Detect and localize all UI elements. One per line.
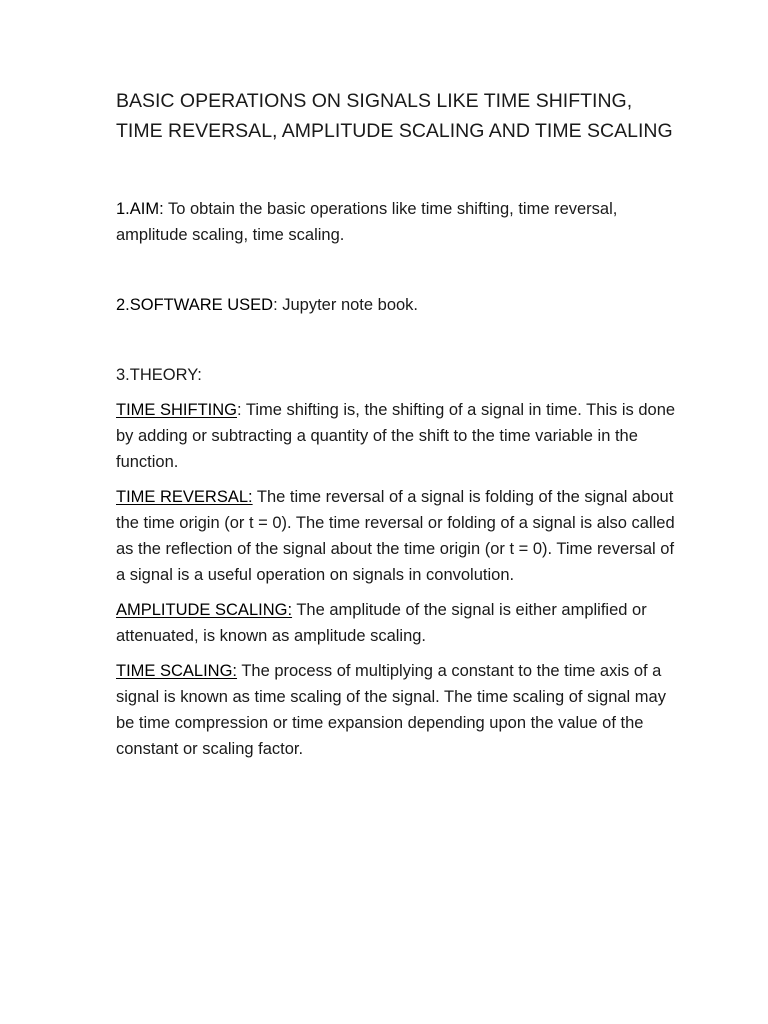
time-scaling-text: The process of multiplying a constant to the time axis of a signal is known as time scaling of the signal. The time scaling of signal may be time compression or time expansion depending upon the value of the constant or scaling factor. — [116, 662, 666, 758]
software-text: : Jupyter note book. — [273, 296, 419, 314]
amplitude-scaling-text: The amplitude of the signal is either amplified or attenuated, is known as amplitude scaling. — [116, 601, 647, 645]
aim-text: To obtain the basic operations like time shifting, time reversal, amplitude scaling, time scaling. — [116, 200, 618, 244]
document-title: BASIC OPERATIONS ON SIGNALS LIKE TIME SHIFTING, TIME REVERSAL, AMPLITUDE SCALING AND TIME SCALING — [116, 90, 673, 142]
time-shifting-label: TIME SHIFTING — [116, 401, 237, 419]
time-reversal-paragraph — [116, 484, 676, 588]
time-reversal-text: The time reversal of a signal is folding of the signal about the time origin (or t = 0). The time reversal or folding of a signal is also called as the reflection of the signal about the time origin (or t = 0). Time reversal of a signal is a useful operation on signals in convolution. — [116, 488, 675, 584]
time-shifting-paragraph — [116, 397, 676, 475]
amplitude-scaling-label: AMPLITUDE SCALING: — [116, 601, 293, 619]
document-page — [116, 86, 676, 762]
theory-heading: 3.THEORY: — [116, 366, 202, 384]
amplitude-scaling-paragraph — [116, 597, 676, 649]
time-shifting-text: : Time shifting is, the shifting of a signal in time. This is done by adding or subtracting a quantity of the shift to the time variable in the function. — [116, 401, 676, 471]
aim-paragraph — [116, 196, 676, 248]
time-reversal-label: TIME REVERSAL: — [116, 488, 253, 506]
software-paragraph — [116, 292, 676, 318]
software-label: 2.SOFTWARE USED — [116, 296, 274, 314]
time-scaling-paragraph — [116, 658, 676, 762]
time-scaling-label: TIME SCALING: — [116, 662, 238, 680]
aim-label: 1.AIM: — [116, 200, 164, 218]
